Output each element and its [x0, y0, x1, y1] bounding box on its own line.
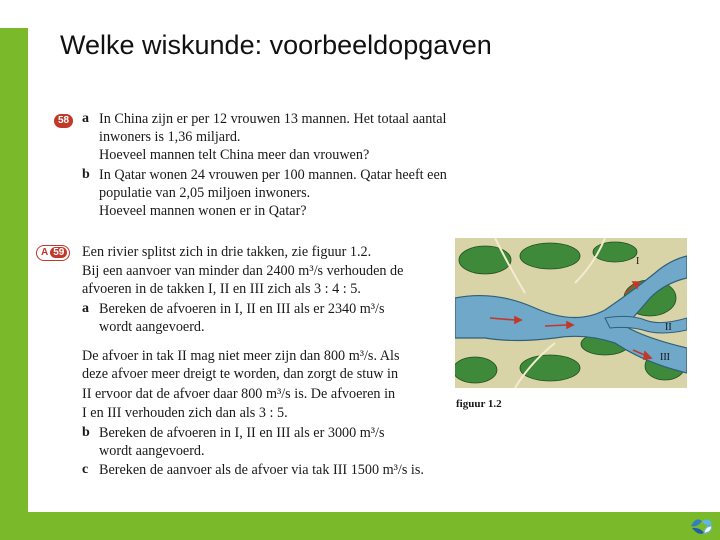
branch-label-I: I	[636, 256, 640, 267]
exercise-58-a-label: a	[82, 111, 89, 126]
exercise-59-a-line: wordt aangevoerd.	[99, 319, 205, 335]
exercise-59-mid-line: De afvoer in tak II mag niet meer zijn dan 800 m³/s. Als	[82, 348, 400, 364]
exercise-59-intro-line: Een rivier splitst zich in drie takken, zie figuur 1.2.	[82, 244, 372, 260]
page-title: Welke wiskunde: voorbeeldopgaven	[60, 30, 492, 60]
branch-label-III: III	[660, 352, 670, 363]
exercise-58-b-label: b	[82, 167, 90, 182]
bottom-accent-bar	[0, 512, 720, 540]
exercise-59-mid-line: deze afvoer meer dreigt te worden, dan zorgt de stuw in	[82, 366, 399, 382]
exercise-59-a-label: a	[82, 301, 89, 316]
exercise-59-mid-line: I en III verhouden zich dan als 3 : 5.	[82, 405, 288, 421]
exercise-58-b-line: populatie van 2,05 miljoen inwoners.	[99, 185, 311, 201]
exercise-58-a-line: In China zijn er per 12 vrouwen 13 mannen. Het totaal aantal	[99, 111, 447, 127]
exercise-58-b-line: Hoeveel mannen wonen er in Qatar?	[99, 203, 307, 219]
exercise-59-badge-letter: A	[41, 247, 49, 258]
exercise-58-badge: 58	[54, 114, 73, 128]
exercise-58-a-line: Hoeveel mannen telt China meer dan vrouwen?	[99, 147, 370, 163]
exercise-59-a-line: Bereken de afvoeren in I, II en III als er 2340 m³/s	[99, 301, 385, 317]
exercise-59-b-line: wordt aangevoerd.	[99, 443, 205, 459]
left-accent-bar	[0, 28, 28, 512]
figure-caption: figuur 1.2	[456, 398, 502, 410]
exercise-59-b-line: Bereken de afvoeren in I, II en III als er 3000 m³/s	[99, 425, 385, 441]
exercise-59-intro-line: afvoeren in de takken I, II en III zich als 3 : 4 : 5.	[82, 281, 361, 297]
logo-icon	[688, 514, 714, 538]
exercise-59-intro-line: Bij een aanvoer van minder dan 2400 m³/s verhouden de	[82, 263, 404, 279]
exercise-58-a-line: inwoners is 1,36 miljard.	[99, 129, 241, 145]
exercise-59-badge	[36, 245, 70, 261]
exercise-59-c-line: Bereken de aanvoer als de afvoer via tak III 1500 m³/s is.	[99, 462, 424, 478]
exercise-59-c-label: c	[82, 462, 89, 477]
exercise-58-b-line: In Qatar wonen 24 vrouwen per 100 mannen. Qatar heeft een	[99, 167, 447, 183]
exercise-59-b-label: b	[82, 425, 90, 440]
exercise-59-badge-number: 59	[50, 247, 67, 258]
branch-label-II: II	[665, 322, 672, 333]
exercise-59-mid-line: II ervoor dat de afvoer daar 800 m³/s is. De afvoeren in	[82, 386, 396, 402]
river-illustration	[455, 238, 687, 388]
